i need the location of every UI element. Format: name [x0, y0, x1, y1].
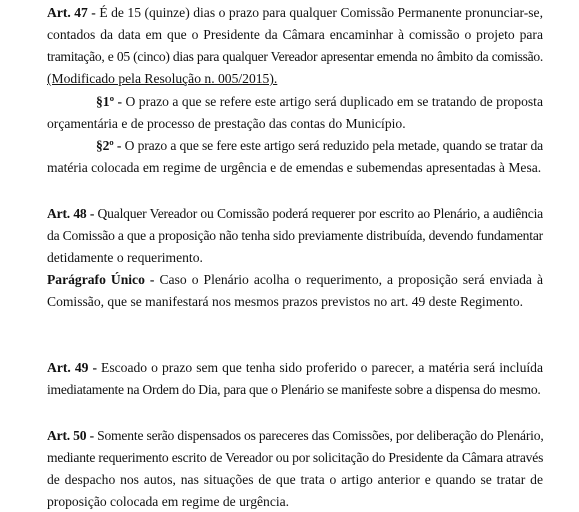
art-48-line-3: detidamente o requerimento. [47, 250, 203, 265]
art-47-paragraph-2-line-2: matéria colocada em regime de urgência e de emendas e subemendas apresentadas à Mesa. [47, 160, 542, 175]
art-50-line-4: proposição colocada em regime de urgência. [47, 494, 290, 509]
art-49-line-1: Art. 49 - Escoado o prazo sem que tenha sido proferido o parecer, a matéria será incluída [47, 360, 543, 375]
art-47-line-4 [47, 69, 543, 89]
modification-note: (Modificado pela Resolução n. 005/2015). [47, 71, 278, 86]
art-47-line-1: Art. 47 - É de 15 (quinze) dias o prazo para qualquer Comissão Permanente pronunciar-se, [47, 5, 543, 20]
paragraph-2-label: §2º - [96, 138, 122, 153]
art-47-paragraph-1-line-1: §1º - O prazo a que se refere este artigo será duplicado em se tratando de proposta [96, 94, 543, 109]
single-paragraph-label: Parágrafo Único - [47, 272, 155, 287]
art-48-label: Art. 48 - [47, 206, 95, 221]
art-47-label: Art. 47 - [47, 5, 96, 20]
art-47-line-2: contados da data em que o Presidente da Câmara encaminhar à comissão o projeto para [47, 27, 543, 42]
paragraph-1-label: §1º - [96, 94, 123, 109]
art-48-single-paragraph-line-1: Parágrafo Único - Caso o Plenário acolha o requerimento, a proposição será enviada à [47, 272, 543, 287]
art-47-paragraph-2-line-1: §2º - O prazo a que se fere este artigo será reduzido pela metade, quando se tratar da [96, 138, 543, 153]
art-47-line-3: tramitação, e 05 (cinco) dias para qualquer Vereador apresentar emenda no âmbito da comissão. [47, 49, 543, 64]
art-50-line-2: mediante requerimento escrito de Vereador ou por solicitação do Presidente da Câmara através [47, 450, 544, 465]
art-48-line-1: Art. 48 - Qualquer Vereador ou Comissão poderá requerer por escrito ao Plenário, a audiência [47, 206, 543, 221]
art-50-label: Art. 50 - [47, 428, 94, 443]
art-49-label: Art. 49 - [47, 360, 97, 375]
art-50-line-3: de despacho nos autos, nas situações de que trata o artigo anterior e quando se tratar de [47, 472, 543, 487]
art-47-paragraph-1-line-2: orçamentária e de processo de prestação das contas do Município. [47, 116, 406, 131]
art-49-line-2: imediatamente na Ordem do Dia, para que o Plenário se manifeste sobre a dispensa do mesmo. [47, 382, 541, 397]
art-50-line-1: Art. 50 - Somente serão dispensados os pareceres das Comissões, por deliberação do Plenário, [47, 428, 544, 443]
art-48-single-paragraph-line-2: Comissão, que se manifestará nos mesmos prazos previstos no art. 49 deste Regimento. [47, 294, 524, 309]
art-48-line-2: da Comissão a que a proposição não tenha sido previamente distribuída, devendo fundamentar [47, 228, 543, 243]
